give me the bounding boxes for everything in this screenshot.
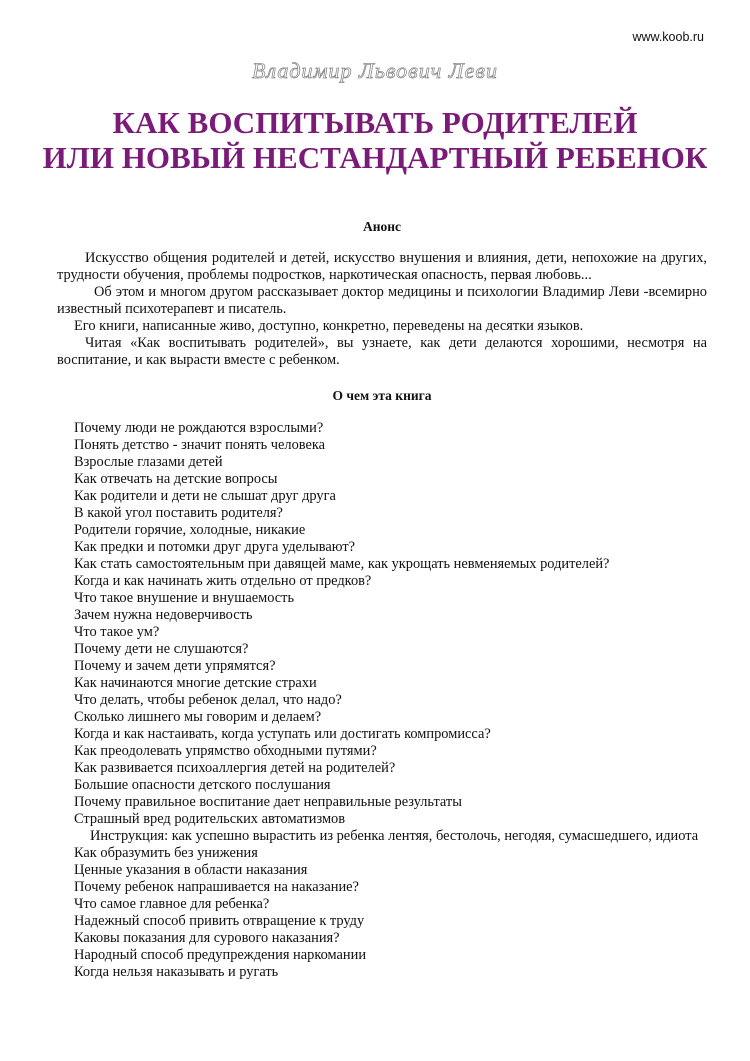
contents-item: Как образумить без унижения xyxy=(74,845,258,861)
contents-item: Народный способ предупреждения наркомании xyxy=(74,947,367,963)
contents-item: Зачем нужна недоверчивость xyxy=(74,607,253,623)
contents-item: Почему дети не слушаются? xyxy=(74,641,249,657)
contents-item: Как развивается психоаллергия детей на родителей? xyxy=(74,760,396,776)
contents-item: Как преодолевать упрямство обходными путями? xyxy=(74,743,377,759)
contents-item: Что такое внушение и внушаемость xyxy=(74,590,295,606)
contents-item: Сколько лишнего мы говорим и делаем? xyxy=(74,709,322,725)
contents-item: Взрослые глазами детей xyxy=(74,454,223,470)
contents-item: Почему и зачем дети упрямятся? xyxy=(74,658,276,674)
contents-item: Понять детство - значит понять человека xyxy=(74,437,326,453)
contents-item: Когда и как начинать жить отдельно от предков? xyxy=(74,573,372,589)
contents-item: Родители горячие, холодные, никакие xyxy=(74,522,306,538)
contents-item: Как предки и потомки друг друга уделывают? xyxy=(74,539,356,555)
contents-item: Что такое ум? xyxy=(74,624,160,640)
announce-heading: Анонс xyxy=(362,219,402,234)
document-body xyxy=(57,218,707,981)
title-line-2: ИЛИ НОВЫЙ НЕСТАНДАРТНЫЙ РЕБЕНОК xyxy=(42,140,708,175)
announce-paragraph: Его книги, написанные живо, доступно, конкретно, переведены на десятки языков. xyxy=(74,318,584,334)
contents-item: Надежный способ привить отвращение к труду xyxy=(74,913,365,929)
contents-item: Почему люди не рождаются взрослыми? xyxy=(74,420,324,436)
contents-item: Каковы показания для сурового наказания? xyxy=(74,930,340,946)
contents-item: Как стать самостоятельным при давящей маме, как укрощать невменяемых родителей? xyxy=(74,556,610,572)
title-line-1: КАК ВОСПИТЫВАТЬ РОДИТЕЛЕЙ xyxy=(112,105,638,140)
contents-item: Как начинаются многие детские страхи xyxy=(74,675,317,691)
contents-item: Почему ребенок напрашивается на наказание? xyxy=(74,879,359,895)
contents-item: Как родители и дети не слышат друг друга xyxy=(74,488,336,504)
contents-item: Что делать, чтобы ребенок делал, что надо? xyxy=(74,692,342,708)
author-name: Владимир Львович Леви xyxy=(252,58,498,83)
site-link[interactable]: www.koob.ru xyxy=(632,30,704,44)
announce-paragraph: Об этом и многом другом рассказывает доктор медицины и психологии Владимир Леви -всемирно известный психотерапевт и писатель. xyxy=(57,284,707,317)
announce-paragraph: Читая «Как воспитывать родителей», вы узнаете, как дети делаются хорошими, несмотря на воспитание, и как вырасти вместе с ребенком. xyxy=(57,335,707,368)
contents-item: Почему правильное воспитание дает неправильные результаты xyxy=(74,794,462,810)
contents-item: Когда нельзя наказывать и ругать xyxy=(74,964,279,980)
contents-heading: О чем эта книга xyxy=(332,388,432,403)
contents-item: В какой угол поставить родителя? xyxy=(74,505,283,521)
contents-item: Что самое главное для ребенка? xyxy=(74,896,270,912)
contents-item: Инструкция: как успешно вырастить из ребенка лентяя, бестолочь, негодяя, сумасшедшего, идиота xyxy=(90,828,699,844)
book-title xyxy=(0,105,750,175)
contents-item: Когда и как настаивать, когда уступать или достигать компромисса? xyxy=(74,726,491,742)
contents-list xyxy=(57,420,707,981)
announce-paragraph: Искусство общения родителей и детей, искусство внушения и влияния, дети, непохожие на других, трудности обучения, проблемы подростков, наркотическая опасность, первая любовь... xyxy=(57,250,707,283)
contents-item: Ценные указания в области наказания xyxy=(74,862,308,878)
contents-item: Как отвечать на детские вопросы xyxy=(74,471,278,487)
contents-item: Страшный вред родительских автоматизмов xyxy=(74,811,346,827)
contents-item: Большие опасности детского послушания xyxy=(74,777,331,793)
